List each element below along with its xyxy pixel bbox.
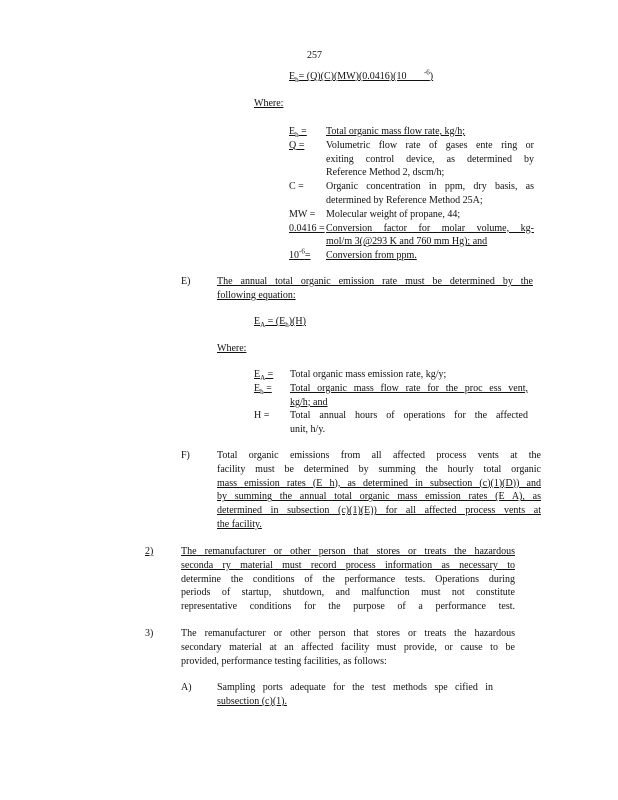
equation-eh — [289, 70, 433, 84]
definition-row — [254, 368, 273, 382]
item-f-line: by summing the annual total organic mass emission rates (E A), as — [217, 491, 541, 503]
term-symbol: 0.0416 — [289, 222, 317, 234]
equation-ea — [254, 315, 306, 329]
item-2-line: representative conditions for the purpose of a performance test. — [181, 601, 515, 613]
term-equals: = — [316, 222, 325, 234]
definition-line: mol/m 3(@293 K and 760 mm Hg); and — [326, 236, 488, 248]
term-equals: = — [265, 369, 274, 380]
item-2-text — [181, 545, 515, 614]
definition-text — [326, 249, 534, 263]
definition-line: Total annual hours of operations for the affected — [290, 410, 528, 422]
term-symbol: E — [289, 126, 296, 137]
definition-text — [290, 368, 528, 382]
term-symbol: MW — [289, 208, 308, 220]
definition-row — [254, 409, 269, 423]
term-superscript: -6 — [299, 247, 305, 256]
definition-line: kg/h; and — [290, 396, 328, 408]
definition-term — [289, 249, 310, 263]
definition-text — [326, 139, 534, 180]
definition-line: exiting control device, as determined by — [326, 153, 534, 165]
term-symbol: H — [254, 410, 262, 422]
eq-ea-rhs-sub: h — [285, 321, 289, 329]
definition-line: Reference Method 2, dscm/h; — [326, 167, 445, 179]
definition-line: Organic concentration in ppm, dry basis, as — [326, 181, 534, 193]
term-subscript: h — [295, 131, 299, 139]
eq-ea-lhs: E — [254, 316, 261, 327]
eq-ea-close: )(H) — [288, 316, 306, 327]
item-f-line: Total organic emissions from all affected process vents at the — [217, 450, 541, 461]
item-a-text — [217, 681, 493, 709]
term-equals: = — [307, 208, 316, 220]
eq-ea-rhs: = (E — [265, 316, 286, 327]
item-f-line: determined in subsection (c)(1)(E)) for all affected process vents at — [217, 505, 541, 517]
eq-eh-close: ) — [429, 71, 434, 82]
item-2-line: The remanufacturer or other person that stores or treats the hazardous — [181, 546, 515, 557]
definition-text — [290, 382, 528, 410]
definition-term — [289, 180, 304, 194]
definition-row — [254, 382, 272, 396]
definition-line: unit, h/y. — [290, 424, 326, 436]
term-equals: = — [295, 181, 304, 193]
definition-row — [289, 208, 315, 222]
definition-line: determined by Reference Method 25A; — [326, 194, 483, 206]
definition-term — [289, 222, 325, 236]
term-symbol: C — [289, 181, 296, 193]
item-e-label: E) — [181, 276, 191, 287]
definition-row — [289, 125, 307, 139]
item-f-line: facility must be determined by summing the hourly total organic — [217, 463, 541, 475]
term-symbol: Q — [289, 139, 297, 151]
term-equals: = — [261, 410, 270, 422]
where-label-1: Where: — [254, 98, 284, 109]
term-symbol: E — [254, 369, 261, 380]
item-3-line: provided, performance testing facilities, as follows: — [181, 655, 387, 667]
item-2-line: determine the conditions of the performance tests. Operations during — [181, 573, 515, 585]
definition-line: Volumetric flow rate of gases ente ring or — [326, 139, 534, 151]
definition-row — [289, 139, 304, 153]
item-a-label: A) — [181, 682, 192, 693]
definition-term — [289, 208, 315, 222]
where-label-2: Where: — [217, 343, 247, 354]
term-subscript: A — [260, 374, 266, 382]
item-e-text — [217, 275, 533, 303]
definition-line: Conversion factor for molar volume, kg- — [326, 222, 534, 234]
term-symbol: 10 — [289, 250, 299, 262]
term-equals: = — [298, 126, 307, 137]
term-symbol: E — [254, 382, 261, 394]
item-3-text — [181, 627, 515, 668]
definition-text — [326, 125, 534, 139]
item-e-line: following equation: — [217, 289, 296, 301]
definition-line: Conversion from ppm. — [326, 250, 417, 262]
eq-eh-exp: -6 — [423, 68, 430, 77]
item-f-line: mass emission rates (E h), as determined in subsection (c)(1)(D)) and — [217, 477, 541, 489]
definition-text — [326, 222, 534, 250]
term-equals: = — [304, 250, 311, 262]
eq-eh-rhs: = (Q)(C)(MW)(0.0416)(10 — [298, 71, 407, 82]
definition-text — [326, 208, 534, 222]
item-2-label: 2) — [145, 546, 154, 557]
term-equals: = — [263, 382, 272, 394]
item-f-line: the facility. — [217, 518, 262, 530]
item-a-line: subsection (c)(1). — [217, 695, 287, 707]
item-3-line: secondary material at an affected facility must provide, or cause to be — [181, 641, 515, 653]
page-number: 257 — [307, 50, 322, 61]
definition-line: Total organic mass flow rate for the proc ess vent, — [290, 382, 528, 394]
definition-term — [289, 125, 307, 139]
item-f-text — [217, 449, 541, 532]
definition-line: Total organic mass flow rate, kg/h; — [326, 126, 466, 137]
definition-term — [254, 382, 272, 396]
definition-term — [254, 409, 269, 423]
eq-eh-lhs-sub: h — [295, 76, 299, 84]
definition-term — [254, 368, 273, 382]
definition-line: Total organic mass emission rate, kg/y; — [290, 369, 447, 380]
eq-ea-lhs-sub: A — [260, 321, 266, 329]
definition-text — [290, 409, 528, 437]
definition-term — [289, 139, 304, 153]
definition-row — [289, 222, 325, 236]
item-f-label: F) — [181, 450, 190, 461]
term-equals: = — [296, 139, 305, 151]
item-2-line: seconda ry material must record process information as necessary to — [181, 559, 515, 571]
item-2-line: periods of startup, shutdown, and malfunction must not constitute — [181, 587, 515, 599]
item-3-line: The remanufacturer or other person that stores or treats the hazardous — [181, 628, 515, 639]
item-3-label: 3) — [145, 628, 154, 639]
item-a-line: Sampling ports adequate for the test methods spe cified in — [217, 682, 493, 693]
item-e-line: The annual total organic emission rate must be determined by the — [217, 276, 533, 287]
eq-eh-lhs: E — [289, 71, 296, 82]
term-subscript: h — [260, 387, 264, 396]
definition-row — [289, 249, 310, 263]
definition-text — [326, 180, 534, 208]
definition-line: Molecular weight of propane, 44; — [326, 208, 461, 220]
definition-row — [289, 180, 304, 194]
